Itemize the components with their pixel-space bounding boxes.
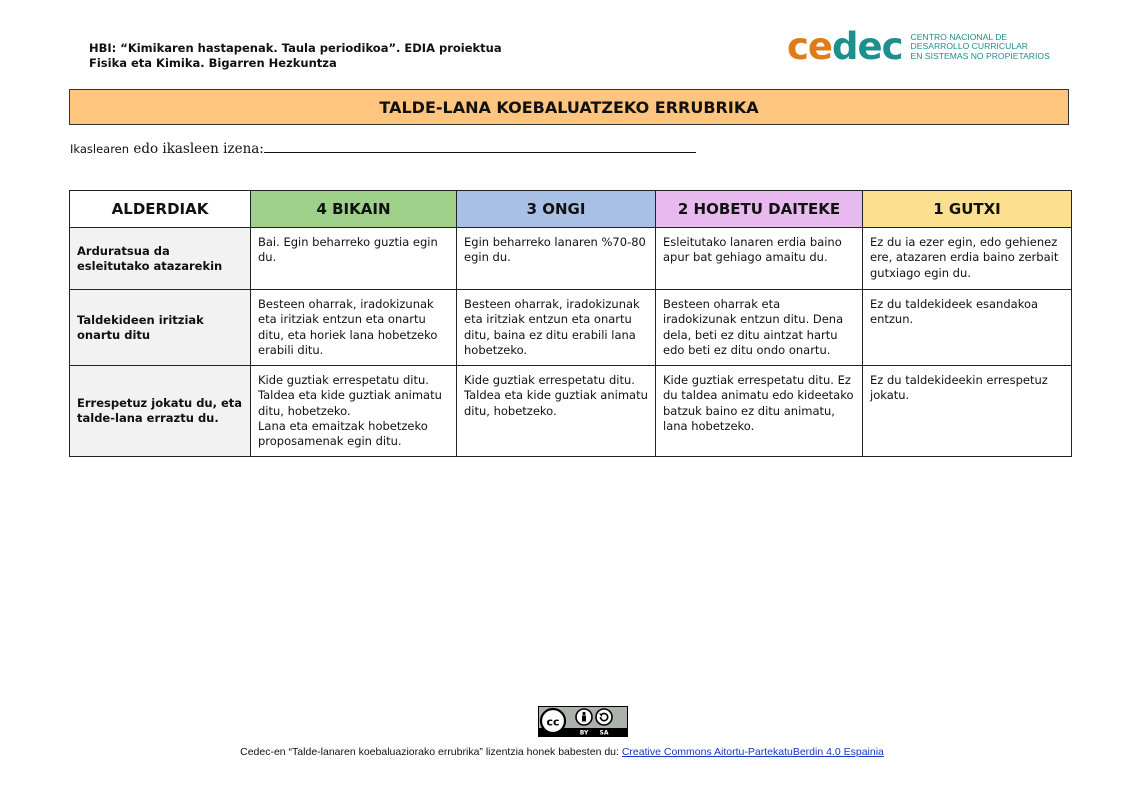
criteria-cell: Ez du taldekideekin errespetuz jokatu. (863, 366, 1072, 457)
cc-by-sa-badge (538, 706, 628, 737)
name-label: edo ikasleen izena: (129, 141, 264, 157)
header-project-line: HBI: “Kimikaren hastapenak. Taula periodikoa”. EDIA proiektua (89, 41, 502, 55)
license-text: Cedec-en “Talde-lanaren koebaluaziorako errubrika” lizentzia honek babesten du: (240, 746, 622, 758)
header-level-4: 4 BIKAIN (251, 191, 457, 228)
sa-share-icon (596, 709, 612, 725)
criteria-cell: Besteen oharrak, iradokizunak eta iritziak entzun eta onartu ditu, baina ez ditu erabili lana hobetzeko. (457, 290, 656, 366)
svg-text:SA: SA (599, 729, 609, 736)
name-label-small: Ikaslearen (70, 142, 130, 156)
aspect-cell: Errespetuz jokatu du, eta talde-lana erraztu du. (70, 366, 251, 457)
header-level-1: 1 GUTXI (863, 191, 1072, 228)
name-blank-line[interactable] (264, 138, 696, 153)
cedec-logo (787, 27, 1050, 67)
header-aspects: ALDERDIAK (70, 191, 251, 228)
rubric-header-row (70, 191, 1072, 228)
criteria-cell: Esleitutako lanaren erdia baino apur bat gehiago amaitu du. (656, 228, 863, 290)
criteria-cell: Ez du taldekideek esandakoa entzun. (863, 290, 1072, 366)
criteria-cell: Besteen oharrak, iradokizunak eta iritziak entzun eta onartu ditu, eta horiek lana hobetzeko erabili ditu. (251, 290, 457, 366)
aspect-cell: Taldekideen iritziak onartu ditu (70, 290, 251, 366)
criteria-cell: Egin beharreko lanaren %70-80 egin du. (457, 228, 656, 290)
criteria-cell: Ez du ia ezer egin, edo gehienez ere, atazaren erdia baino zerbait gutxiago egin du. (863, 228, 1072, 290)
header-subject-line: Fisika eta Kimika. Bigarren Hezkuntza (89, 56, 337, 70)
table-row (70, 228, 1072, 290)
criteria-cell: Besteen oharrak eta iradokizunak entzun ditu. Dena dela, beti ez ditu aintzat hartu edo beti ez ditu ondo onartu. (656, 290, 863, 366)
table-row (70, 366, 1072, 457)
license-link[interactable]: Creative Commons Aitortu-PartekatuBerdin 4.0 Espainia (621, 746, 884, 758)
svg-text:cc: cc (546, 715, 560, 729)
svg-text:BY: BY (579, 729, 589, 736)
cc-license-icon (539, 707, 627, 736)
criteria-cell: Kide guztiak errespetatu ditu. Taldea eta kide guztiak animatu ditu, hobetzeko. (457, 366, 656, 457)
table-row (70, 290, 1072, 366)
cedec-logo-word: cedec (787, 25, 903, 68)
criteria-cell: Kide guztiak errespetatu ditu. Ez du taldea animatu edo kideetako batzuk baino ez ditu animatu, lana hobetzeko. (656, 366, 863, 457)
cedec-logo-subtitle: CENTRO NACIONAL DE DESARROLLO CURRICULAR EN SISTEMAS NO PROPIETARIOS (910, 31, 1050, 61)
criteria-cell: Kide guztiak errespetatu ditu. Taldea eta kide guztiak animatu ditu, hobetzeko. Lana eta emaitzak hobetzeko proposamenak egin ditu. (251, 366, 457, 457)
header-level-2: 2 HOBETU DAITEKE (656, 191, 863, 228)
page-title: TALDE-LANA KOEBALUATZEKO ERRUBRIKA (69, 89, 1069, 125)
document-header (89, 41, 502, 71)
aspect-cell: Arduratsua da esleitutako atazarekin (70, 228, 251, 290)
rubric-table (69, 190, 1072, 457)
student-name-field (70, 138, 696, 157)
header-level-3: 3 ONGI (457, 191, 656, 228)
license-footer (0, 746, 1124, 758)
criteria-cell: Bai. Egin beharreko guztia egin du. (251, 228, 457, 290)
